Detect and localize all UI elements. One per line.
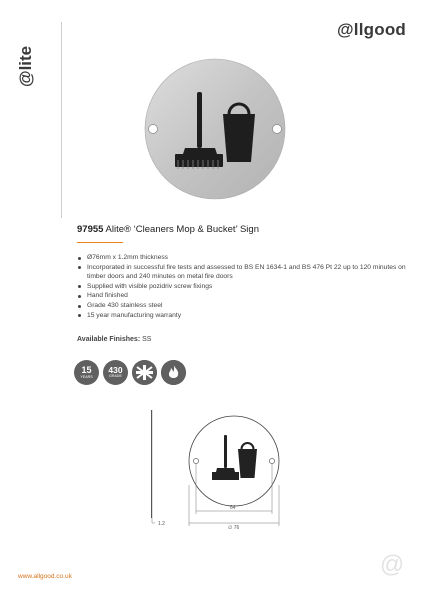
- badge-number: 15: [81, 364, 92, 375]
- finishes-value: SS: [142, 336, 152, 343]
- screw-hole-left: [149, 125, 158, 134]
- finishes-label: Available Finishes:: [77, 336, 141, 343]
- feature-item: Ø76mm x 1.2mm thickness: [77, 253, 407, 263]
- product-name: Alite® ‘Cleaners Mop & Bucket’ Sign: [105, 224, 259, 235]
- product-title: [77, 224, 259, 235]
- fire-icon: [161, 360, 186, 385]
- alite-logo: [14, 38, 36, 88]
- hole-right: [269, 458, 274, 463]
- product-image: [131, 58, 299, 226]
- screw-hole-right: [273, 125, 282, 134]
- hole-left: [193, 458, 198, 463]
- feature-item: Supplied with visible pozidriv screw fixings: [77, 282, 407, 292]
- badge-caption: YEARS: [80, 374, 93, 379]
- alite-logo-text: @lite: [16, 45, 35, 87]
- feature-item: Hand finished: [77, 291, 407, 301]
- side-divider: [61, 22, 62, 218]
- feature-item: 15 year manufacturing warranty: [77, 311, 407, 321]
- warranty-15-years-icon: [74, 360, 99, 385]
- uk-flag-icon: [132, 360, 157, 385]
- feature-list: [77, 253, 407, 320]
- watermark-glyph: @: [380, 552, 404, 576]
- at-logo-watermark: [380, 552, 404, 576]
- badge-caption: GRADE: [109, 374, 122, 379]
- diameter-label: ∅ 76: [228, 525, 240, 530]
- allgood-logo: @llgood: [337, 20, 406, 39]
- side-profile: [151, 410, 152, 518]
- product-code: 97955: [77, 224, 104, 235]
- steel-disc: [145, 59, 285, 199]
- title-underline: [77, 242, 123, 243]
- badge-row: [74, 360, 186, 385]
- technical-drawing: [140, 405, 300, 530]
- thickness-label: 1.2: [158, 521, 165, 527]
- grade-430-icon: [103, 360, 128, 385]
- hole-spacing-label: 64: [230, 505, 236, 511]
- feature-item: Grade 430 stainless steel: [77, 301, 407, 311]
- website-link[interactable]: www.allgood.co.uk: [18, 573, 72, 580]
- available-finishes: [77, 336, 151, 343]
- feature-item: Incorporated in successful fire tests and assessed to BS EN 1634-1 and BS 476 Pt 22 up to 120 minutes on timber doors and 240 minutes on metal fire doors: [77, 263, 407, 282]
- badge-number: 430: [108, 364, 123, 375]
- sign-outline: [189, 416, 279, 506]
